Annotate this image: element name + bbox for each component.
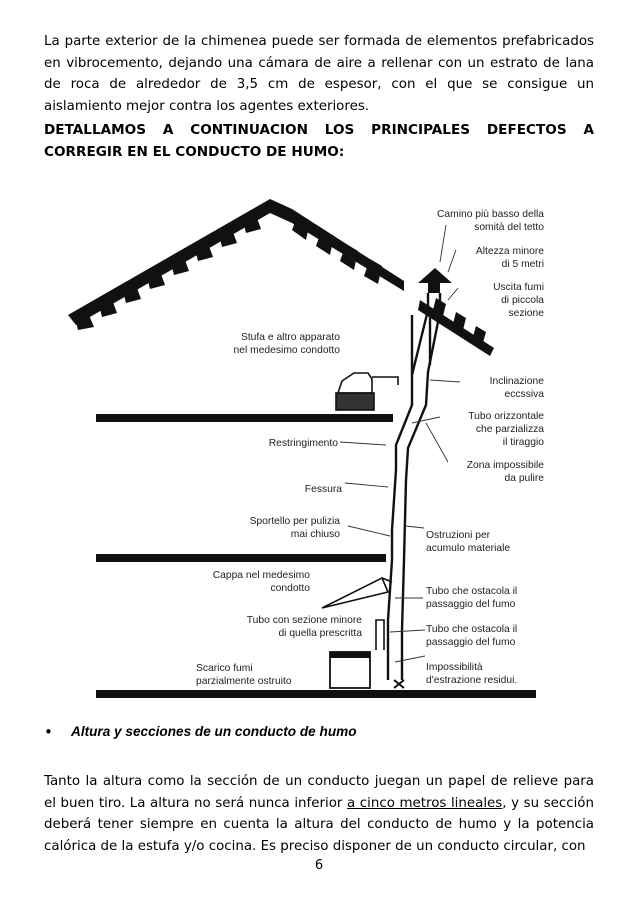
label-zona-1: Zona impossibile — [466, 460, 544, 471]
label-uscita-3: sezione — [508, 308, 544, 319]
section-heading: DETALLAMOS A CONTINUACION LOS PRINCIPALES DEFECTOS A CORREGIR EN EL CONDUCTO DE HUMO: — [44, 122, 594, 160]
page-number: 6 — [314, 858, 324, 873]
closing-text-start: Tanto la altura como la sección de un conducto juegan un papel de relieve para el buen tiro. La altura no será nunca inferior — [44, 774, 594, 811]
label-cappa-2: condotto — [270, 583, 310, 594]
underlined-phrase: a cinco metros lineales — [347, 795, 503, 811]
bullet-icon: • — [44, 723, 53, 741]
intro-paragraph: La parte exterior de la chimenea puede ser formada de elementos prefabricados en vibrocemento, dejando una cámara de aire a rellenar con un estrato de lana de roca de alrededor de 3,5 cm de espesor, con el que se consigue un aislamiento mejor contra los agentes exteriores. — [44, 34, 594, 114]
label-zona-2: da pulire — [504, 473, 544, 484]
label-ostruz-1: Ostruzioni per — [426, 530, 491, 541]
label-tubo-orizz-2: che parzializza — [475, 424, 544, 435]
label-sportello-2: mai chiuso — [290, 529, 340, 540]
label-ostacola-b-2: passaggio del fumo — [426, 637, 516, 648]
label-camino-1: Camino più basso della — [436, 209, 544, 220]
label-ostacola-b-1: Tubo che ostacola il — [426, 624, 518, 635]
label-tubo-orizz-3: il tiraggio — [502, 437, 544, 448]
roof-left-steps — [68, 199, 404, 330]
closing-text-end: , y su sección deberá tener siempre en cuenta la altura del conducto de humo y la potencia calórica de la estufa y/o cocina. Es preciso disponer de un conducto circular, con — [44, 795, 594, 854]
chimney-flue — [388, 293, 440, 680]
label-fessura: Fessura — [304, 484, 342, 495]
small-pipe — [376, 620, 384, 650]
label-scarico-1: Scarico fumi — [196, 663, 253, 674]
label-impossib-2: d'estrazione residui. — [426, 675, 518, 686]
label-ostacola-a-1: Tubo che ostacola il — [426, 586, 518, 597]
label-restring: Restringimento — [268, 438, 338, 449]
label-sezione-1: Tubo con sezione minore — [246, 615, 362, 626]
hood-lower — [322, 578, 392, 608]
label-stufa-1: Stufa e altro apparato — [240, 332, 340, 343]
chimney-cap — [418, 268, 452, 283]
label-sportello-1: Sportello per pulizia — [249, 516, 340, 527]
label-sezione-2: di quella prescritta — [278, 628, 362, 639]
label-altezza-1: Altezza minore — [475, 246, 544, 257]
label-altezza-2: di 5 metri — [501, 259, 544, 270]
label-uscita-1: Uscita fumi — [493, 282, 544, 293]
floors — [96, 414, 536, 698]
label-stufa-2: nel medesimo condotto — [233, 345, 340, 356]
chimney-defects-figure — [0, 180, 638, 710]
label-camino-2: somità del tetto — [474, 222, 544, 233]
bullet-heading: Altura y secciones de un conducto de humo — [71, 724, 357, 739]
label-ostruz-2: acumulo materiale — [426, 543, 511, 554]
label-cappa-1: Cappa nel medesimo — [212, 570, 310, 581]
label-inclin-2: eccssiva — [504, 389, 544, 400]
label-inclin-1: Inclinazione — [489, 376, 544, 387]
stove-upper — [336, 373, 398, 410]
label-uscita-2: di piccola — [501, 295, 544, 306]
label-ostacola-a-2: passaggio del fumo — [426, 599, 516, 610]
label-tubo-orizz-1: Tubo orizzontale — [468, 411, 544, 422]
label-impossib-1: Impossibilità — [426, 662, 483, 673]
label-scarico-2: parzialmente ostruito — [196, 676, 292, 687]
closing-paragraph — [44, 771, 594, 857]
